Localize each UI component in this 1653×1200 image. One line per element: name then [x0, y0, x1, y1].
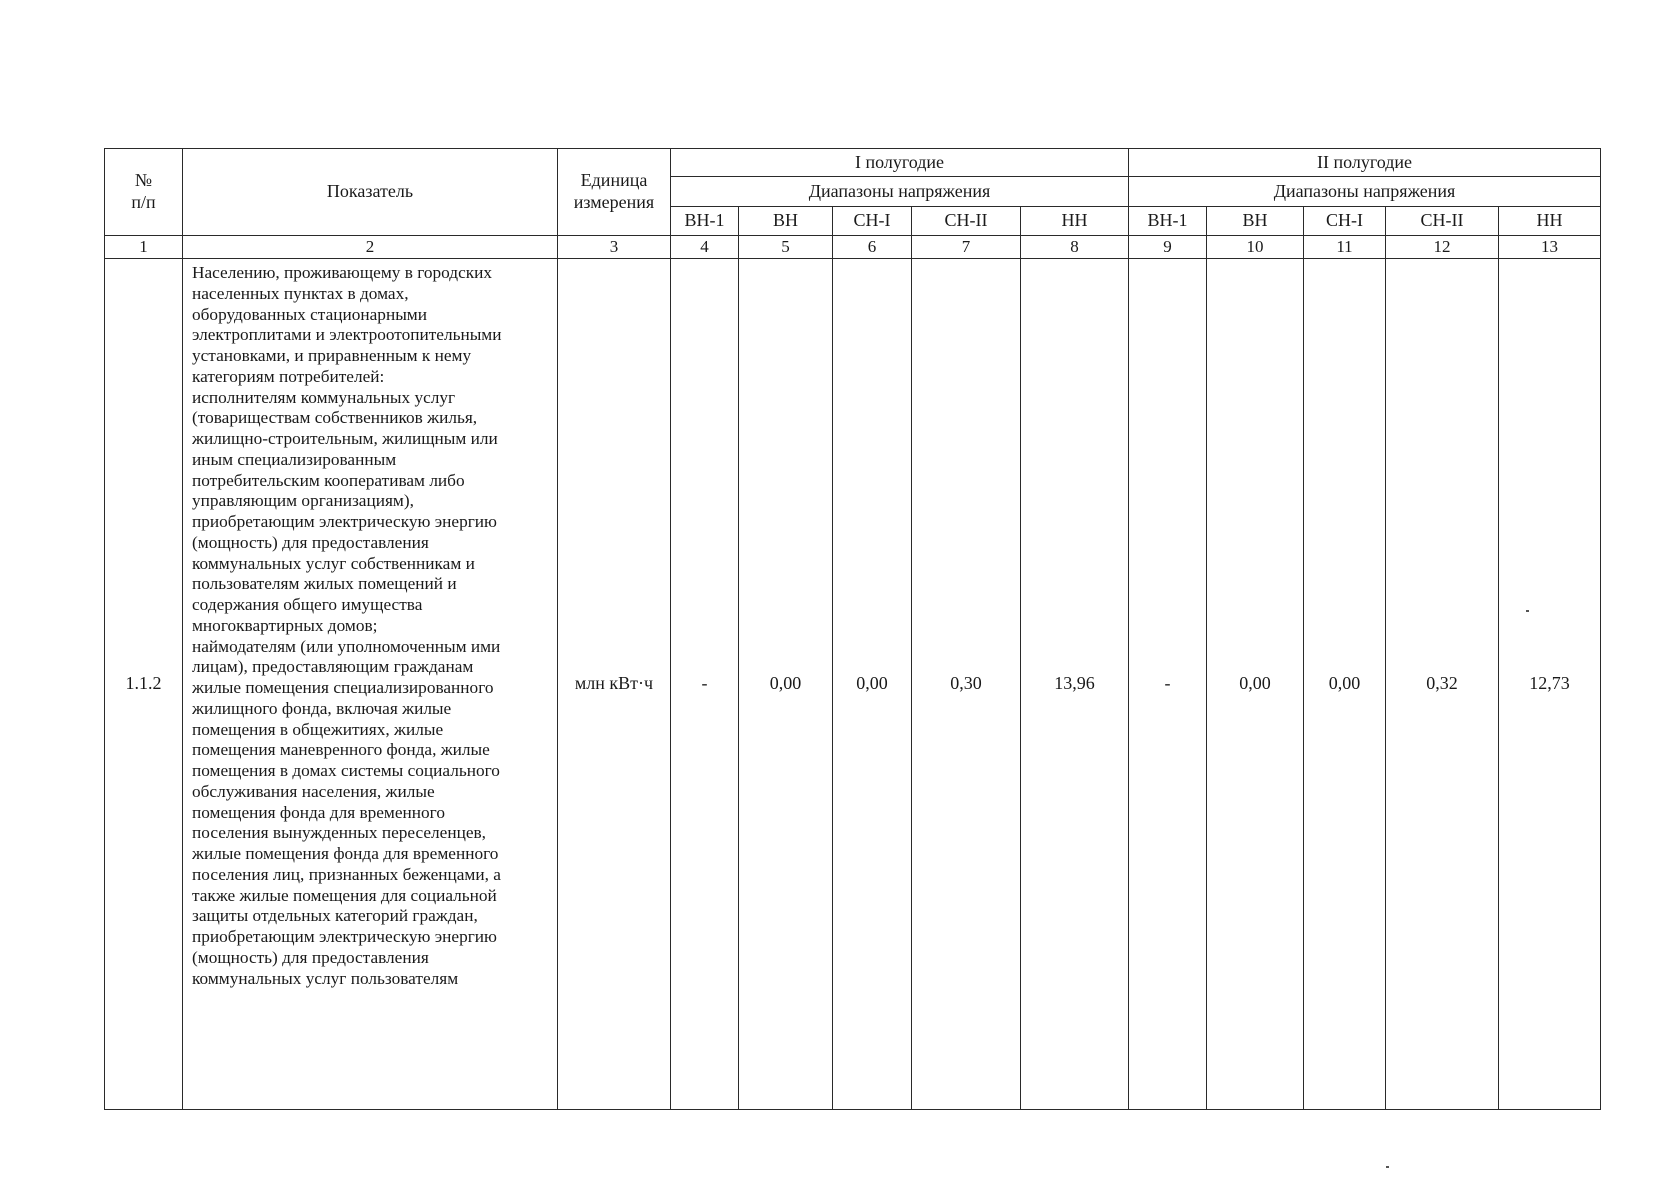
row-value: 0,00	[1304, 259, 1386, 1110]
description-line: коммунальных услуг собственникам и	[192, 553, 475, 573]
description-line: населенных пунктах в домах,	[192, 283, 409, 303]
column-number: 13	[1499, 236, 1601, 259]
description-line: жилые помещения специализированного	[192, 678, 494, 697]
description-line: (мощность) для предоставления	[192, 947, 429, 967]
row-value: 0,32	[1386, 259, 1499, 1110]
description-line: приобретающим электрическую энергию	[192, 512, 497, 531]
column-number: 2	[183, 236, 558, 259]
description-line: электроплитами и электроотопительными	[192, 325, 502, 345]
header-ranges-2: Диапазоны напряжения	[1129, 177, 1601, 207]
tariff-table	[104, 148, 1601, 1110]
description-line: жилищного фонда, включая жилые	[192, 698, 452, 718]
description-line: коммунальных услуг пользователям	[192, 968, 459, 988]
header-voltage: ВН	[1207, 207, 1304, 236]
column-number: 10	[1207, 236, 1304, 259]
description-line: приобретающим электрическую энергию	[192, 927, 497, 946]
description-line: жилищно-строительным, жилищным или	[192, 429, 498, 448]
description-line: лицам), предоставляющим гражданам	[192, 657, 474, 677]
header-ranges-1: Диапазоны напряжения	[671, 177, 1129, 207]
column-number: 8	[1021, 236, 1129, 259]
column-number: 3	[558, 236, 671, 259]
description-line: помещения в общежитиях, жилые	[192, 719, 444, 739]
row-value: 0,30	[912, 259, 1021, 1110]
description-line: содержания общего имущества	[192, 595, 423, 614]
column-number-row	[105, 236, 1601, 259]
row-number: 1.1.2	[105, 259, 183, 1110]
row-value: 0,00	[1207, 259, 1304, 1110]
description-line: поселения лиц, признанных беженцами, а	[192, 864, 501, 884]
column-number: 1	[105, 236, 183, 259]
description-line: многоквартирных домов;	[192, 615, 378, 635]
column-number: 11	[1304, 236, 1386, 259]
header-voltage: СН-II	[1386, 207, 1499, 236]
description-line: оборудованных стационарными	[192, 304, 427, 324]
description-line: иным специализированным	[192, 449, 397, 469]
description-line: (мощность) для предоставления	[192, 532, 429, 552]
table-row	[105, 259, 1601, 1110]
description-line: потребительским кооперативам либо	[192, 470, 465, 490]
description-line: наймодателям (или уполномоченным ими	[192, 636, 501, 656]
description-line: жилые помещения фонда для временного	[192, 844, 499, 863]
header-half-1: I полугодие	[671, 149, 1129, 177]
description-line: также жилые помещения для социальной	[192, 885, 497, 905]
header-indicator: Показатель	[183, 149, 558, 236]
description-line: пользователям жилых помещений и	[192, 574, 457, 594]
column-number: 6	[833, 236, 912, 259]
row-description-text	[192, 263, 551, 1101]
description-line: управляющим организациям),	[192, 491, 414, 511]
scan-speck	[1526, 610, 1529, 612]
description-line: помещения фонда для временного	[192, 802, 445, 822]
description-line: категориям потребителей:	[192, 366, 385, 386]
column-number: 7	[912, 236, 1021, 259]
header-voltage: ВН-1	[671, 207, 739, 236]
description-line: (товариществам собственников жилья,	[192, 408, 478, 428]
row-value: 12,73	[1499, 259, 1601, 1110]
description-line: исполнителям коммунальных услуг	[192, 387, 456, 407]
description-line: поселения вынужденных переселенцев,	[192, 823, 486, 843]
row-value: -	[1129, 259, 1207, 1110]
header-voltage: ВН-1	[1129, 207, 1207, 236]
header-voltage: СН-I	[1304, 207, 1386, 236]
row-value: 0,00	[739, 259, 833, 1110]
description-line: помещения в домах системы социального	[192, 761, 500, 780]
description-line: защиты отдельных категорий граждан,	[192, 906, 478, 926]
header-unit: Единица измерения	[558, 149, 671, 236]
header-voltage: СН-I	[833, 207, 912, 236]
header-voltage: НН	[1499, 207, 1601, 236]
header-voltage: НН	[1021, 207, 1129, 236]
description-line: обслуживания населения, жилые	[192, 781, 435, 801]
row-description	[183, 259, 558, 1110]
row-value: 13,96	[1021, 259, 1129, 1110]
column-number: 5	[739, 236, 833, 259]
row-value: 0,00	[833, 259, 912, 1110]
scan-speck	[1386, 1166, 1389, 1168]
column-number: 4	[671, 236, 739, 259]
column-number: 9	[1129, 236, 1207, 259]
description-line: Населению, проживающему в городских	[192, 263, 493, 282]
description-line: установками, и приравненным к нему	[192, 346, 472, 365]
column-number: 12	[1386, 236, 1499, 259]
row-value: -	[671, 259, 739, 1110]
header-num: № п/п	[105, 149, 183, 236]
header-voltage: СН-II	[912, 207, 1021, 236]
header-voltage: ВН	[739, 207, 833, 236]
header-half-2: II полугодие	[1129, 149, 1601, 177]
row-unit: млн кВт·ч	[558, 259, 671, 1110]
header-row-1	[105, 149, 1601, 177]
description-line: помещения маневренного фонда, жилые	[192, 740, 490, 760]
